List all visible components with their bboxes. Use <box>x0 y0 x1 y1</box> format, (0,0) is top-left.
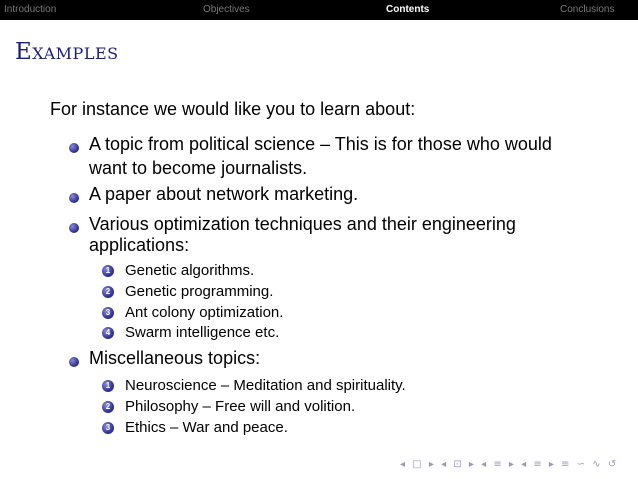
enum-number-icon: 1 <box>102 380 114 392</box>
enum-number-icon: 2 <box>102 286 114 298</box>
sub-list-item: Philosophy – Free will and volition. <box>125 398 356 415</box>
bullet-icon <box>69 357 79 367</box>
enum-number-icon: 4 <box>102 327 114 339</box>
nav-section-conclusions[interactable]: Conclusions <box>560 4 615 15</box>
beamer-navigation-symbols <box>400 458 630 472</box>
nav-next-section-icon[interactable]: ▸ <box>508 459 514 470</box>
nav-document-icon[interactable]: ≡ <box>533 459 542 470</box>
nav-prev-document-icon[interactable]: ◂ <box>521 459 527 470</box>
list-item-line: want to become journalists. <box>89 158 308 178</box>
nav-next-document-icon[interactable]: ▸ <box>548 459 554 470</box>
list-item-line: A topic from political science – This is for those who would <box>89 134 552 154</box>
nav-prev-subsection-icon[interactable]: ◂ <box>441 459 447 470</box>
sub-list-item: Ethics – War and peace. <box>125 419 288 436</box>
list-item-line: Various optimization techniques and their engineering <box>89 214 516 234</box>
bullet-icon <box>69 193 79 203</box>
list-item-line: A paper about network marketing. <box>89 184 359 204</box>
nav-section-introduction[interactable]: Introduction <box>4 4 57 15</box>
sub-list-item: Genetic programming. <box>125 283 274 300</box>
enum-number-icon: 3 <box>102 422 114 434</box>
intro-text: For instance we would like you to learn about: <box>50 99 416 119</box>
nav-next-subsection-icon[interactable]: ▸ <box>468 459 474 470</box>
list-item-line: applications: <box>89 235 190 255</box>
nav-back-icon[interactable]: ∿ <box>592 459 601 470</box>
sub-list-item: Ant colony optimization. <box>125 304 284 321</box>
sub-list-item: Swarm intelligence etc. <box>125 324 280 341</box>
nav-appendix-icon[interactable]: ≡ <box>561 459 570 470</box>
sub-list-item: Neuroscience – Meditation and spirituality. <box>125 377 406 394</box>
nav-next-frame-icon[interactable]: ▸ <box>428 459 434 470</box>
nav-subsection-icon[interactable]: ⊡ <box>453 459 462 470</box>
nav-forward-icon[interactable]: ↺ <box>607 459 617 470</box>
enum-number-icon: 1 <box>102 265 114 277</box>
nav-prev-section-icon[interactable]: ◂ <box>481 459 487 470</box>
frame-title-text: Examples <box>15 39 119 65</box>
nav-search-icon[interactable]: ∽ <box>576 459 586 470</box>
nav-section-icon[interactable]: ≡ <box>493 459 502 470</box>
list-item-line: Miscellaneous topics: <box>89 348 261 368</box>
nav-frame-icon[interactable]: □ <box>412 459 422 470</box>
enum-number-icon: 2 <box>102 401 114 413</box>
nav-prev-frame-icon[interactable]: ◂ <box>400 459 406 470</box>
bullet-icon <box>69 143 79 153</box>
sub-list-item: Genetic algorithms. <box>125 262 255 279</box>
nav-section-contents[interactable]: Contents <box>386 4 430 15</box>
nav-section-objectives[interactable]: Objectives <box>203 4 250 15</box>
bullet-icon <box>69 223 79 233</box>
enum-number-icon: 3 <box>102 307 114 319</box>
